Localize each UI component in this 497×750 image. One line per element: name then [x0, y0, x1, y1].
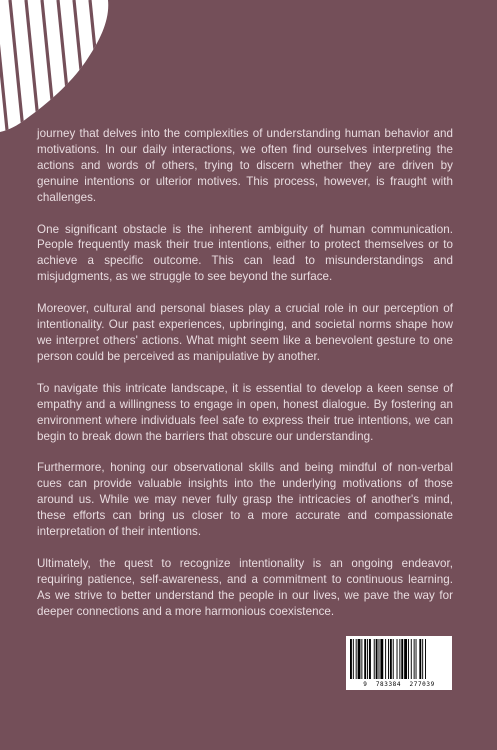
barcode-bar — [390, 639, 392, 679]
barcode-bar — [380, 639, 383, 679]
back-cover-text — [37, 126, 453, 636]
barcode-bar — [408, 639, 409, 679]
paragraph-3: Moreover, cultural and personal biases play a crucial role in our perception of intentionality. Our past experiences, upbringing, and societal norms shape how we interpret others' actions. What might seem like a benevolent gesture to one person could be perceived as manipulative by another. — [37, 302, 453, 363]
isbn-barcode — [346, 636, 452, 690]
barcode-bar — [358, 639, 361, 679]
barcode-bar — [393, 639, 394, 679]
barcode-bar — [376, 639, 378, 679]
barcode-bar — [425, 639, 426, 679]
barcode-bar — [369, 639, 371, 679]
paragraph-4: To navigate this intricate landscape, it is essential to develop a keen sense of empathy and a willingness to engage in open, honest dialogue. By fostering an environment where individuals feel safe to express their true intentions, we can begin to break down the barriers that obscure our understanding. — [37, 381, 453, 443]
barcode-bar — [416, 639, 417, 679]
barcode-bar — [388, 639, 389, 679]
barcode-bar — [401, 639, 403, 679]
barcode-bar — [419, 639, 421, 679]
paragraph-6: Ultimately, the quest to recognize intentionality is an ongoing endeavor, requiring patience, self-awareness, and a commitment to continuous learning. As we strive to better understand the people in our lives, we pave the way for deeper connections and a more harmonious coexistence. — [37, 556, 453, 618]
barcode-bar — [361, 639, 362, 679]
paragraph-1: journey that delves into the complexities of understanding human behavior and motivations. In our daily interactions, we often find ourselves interpreting the actions and words of others, trying to discern whether they are driven by genuine intentions or ulterior motives. This process, however, is fraught with challenges. — [37, 127, 453, 204]
paragraph-5: Furthermore, honing our observational skills and being mindful of non-verbal cues can provide valuable insights into the underlying motivations of those around us. While we may never fully grasp the intricacies of another's mind, these efforts can bring us closer to a more accurate and compassionate interpretation of their intentions. — [37, 461, 453, 539]
barcode-bar — [350, 639, 352, 679]
barcode-bar — [379, 639, 380, 679]
barcode-bar — [397, 639, 398, 679]
striped-blob-graphic-icon — [0, 0, 112, 132]
barcode-bar — [356, 639, 357, 679]
barcode-bar — [385, 639, 386, 679]
barcode-bars-icon — [350, 639, 448, 679]
barcode-bar — [374, 639, 375, 679]
barcode-bar — [399, 639, 400, 679]
barcode-bar — [404, 639, 407, 679]
barcode-bar — [367, 639, 368, 679]
barcode-bar — [422, 639, 423, 679]
barcode-bar — [411, 639, 412, 679]
barcode-bar — [353, 639, 354, 679]
barcode-bar — [414, 639, 415, 679]
barcode-number: 9 783384 277039 — [363, 681, 435, 688]
barcode-bar — [364, 639, 366, 679]
paragraph-2: One significant obstacle is the inherent ambiguity of human communication. People frequently mask their true intentions, either to protect themselves or to achieve a specific outcome. This can lead to misunderstandings and misjudgments, as we struggle to see beyond the surface. — [37, 222, 453, 284]
